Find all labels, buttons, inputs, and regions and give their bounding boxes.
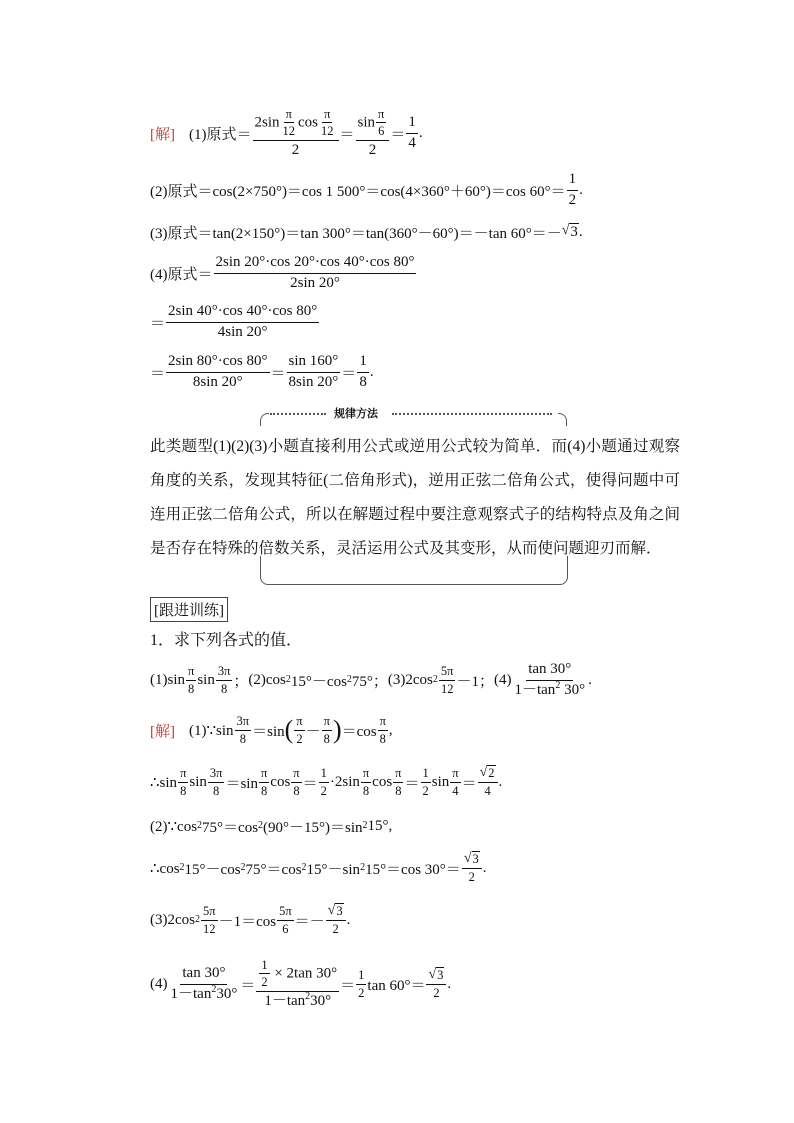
method-box-bottom	[260, 556, 568, 585]
practice-solution-4: ∴cos 2 15°－cos 2 75°＝cos 2 15°－sin 2 15°＝cos 30°＝ √ 3 2 .	[150, 851, 487, 885]
fraction: $\frac{1}{8}$	[359, 353, 367, 390]
solution-line-2: (2)原式＝cos(2×750°)＝cos 1 500°＝cos(4×360°＋60°)＝cos 60°＝ $\frac{1}{2}$ .	[150, 171, 583, 208]
practice-question: 1．求下列各式的值．	[150, 631, 303, 649]
fraction: $\frac{\sin 160^\circ}{8\sin 20^\circ}$	[288, 353, 339, 390]
fraction: $\frac{\tan 30^\circ}{1-\tan^230^\circ}$	[170, 965, 238, 1002]
practice-tag: [跟进训练]	[150, 597, 228, 622]
solution-line-3: (3)原式＝tan(2×150°)＝tan 300°＝tan(360°－60°)＝－tan 60°＝－ √ 3 .	[150, 223, 583, 242]
solution-line-5: ＝ $\frac{2\sin 40^\circ\cdot\cos 40^\circ\cdot\cos 80^\circ}{4\sin 20^\circ}$	[150, 303, 318, 340]
fraction: $\frac{1}{4}$	[408, 114, 416, 151]
practice-solution-3: (2)∵cos 2 75°＝cos 2 (90°－15°)＝sin 2 15°,	[150, 817, 393, 836]
line1-prefix: (1)原式＝	[189, 126, 252, 143]
practice-solution-6: (4) $\frac{\tan 30^\circ}{1-\tan^230^\circ}$ ＝ $\frac{1}{2}$ × 2tan 30° $1-\tan^230^\circ$ ＝ $\frac{1}{2}$ tan 60°＝ √ 3 2 .	[150, 958, 452, 1009]
box-divider-right	[392, 413, 552, 415]
fraction: $\frac{2\sin 80^\circ\cdot\cos 80^\circ}{8\sin 20^\circ}$	[168, 353, 268, 390]
solution-line-1: [解] (1)原式＝ 2sin $\frac{\pi}{12}$ cos $\frac{\pi}{12}$ 2 ＝ sin $\frac{\pi}{6}$ 2 ＝ $\frac{1}{4}$ .	[150, 107, 423, 158]
fraction: $\frac{1}{2}$ × 2tan 30° $1-\tan^230^\circ$	[256, 958, 339, 1010]
fraction: $\frac{1}{2}$	[568, 171, 577, 208]
fraction: sin $\frac{\pi}{6}$ 2	[356, 107, 390, 159]
solution-line-6: ＝ $\frac{2\sin 80^\circ\cdot\cos 80^\circ}{8\sin 20^\circ}$ ＝ $\frac{\sin 160^\circ}{8\sin 20^\circ}$ ＝ $\frac{1}{8}$ .	[150, 353, 374, 390]
box-corner	[260, 413, 269, 426]
method-paragraph: 此类题型(1)(2)(3)小题直接利用公式或逆用公式较为简单．而(4)小题通过观察角度的关系，发现其特征(二倍角形式)，逆用正弦二倍角公式，使得问题中可连用正弦二倍角公式，所以在解题过程中要注意观察式子的结构特点及角之间是否存在特殊的倍数关系，灵活运用公式及其变形，从而使问题迎刃而解．	[150, 438, 680, 557]
fraction: 2sin $\frac{\pi}{12}$ cos $\frac{\pi}{12}$ 2	[253, 107, 339, 159]
solution-line-4: (4)原式＝ $\frac{2\sin 20^\circ\cdot\cos 20^\circ\cdot\cos 40^\circ\cdot\cos 80^\circ}{2\sin 20^\circ}$	[150, 254, 415, 291]
practice-solution-5: (3)2cos 2 $\frac{5\pi}{12}$ －1＝cos $\frac{5\pi}{6}$ ＝－ √ 3 2 .	[150, 903, 351, 937]
practice-items: (1)sin $\frac{\pi}{8}$ sin $\frac{3\pi}{8}$ ； (2)cos 2 15°－cos 2 75°； (3)2cos 2 $\frac{5\pi}{12}$ －1； (4) $\frac{\tan 30^\circ}{1-\tan^2 30^\circ}$ .	[150, 661, 592, 698]
sqrt: √ 3	[561, 223, 578, 240]
practice-solution-1: [解] (1)∵sin $\frac{3\pi}{8}$ ＝sin ( $\frac{\pi}{2}$ － $\frac{\pi}{8}$ ) ＝cos $\frac{\pi}{8}$ ,	[150, 714, 393, 746]
fraction: $\frac{2\sin 20^\circ\cdot\cos 20^\circ\cdot\cos 40^\circ\cdot\cos 80^\circ}{2\sin 20^\circ}$	[215, 254, 415, 291]
box-corner	[558, 413, 567, 426]
box-divider-left	[270, 413, 326, 415]
practice-solution-2: ∴sin $\frac{\pi}{8}$ sin $\frac{3\pi}{8}$ ＝sin $\frac{\pi}{8}$ cos $\frac{\pi}{8}$ ＝ $\frac{1}{2}$ ·2sin $\frac{\pi}{8}$ cos $\frac{\pi}{8}$ ＝ $\frac{1}{2}$ sin $\frac{\pi}{4}$ ＝ √ 2 4 .	[150, 765, 503, 799]
fraction: $\frac{2\sin 40^\circ\cdot\cos 40^\circ\cdot\cos 80^\circ}{4\sin 20^\circ}$	[168, 303, 318, 340]
solution-tag: [解]	[150, 126, 175, 143]
method-title: 规律方法	[330, 405, 382, 421]
fraction: $\frac{\tan 30^\circ}{1-\tan^2 30^\circ}$	[514, 661, 586, 698]
